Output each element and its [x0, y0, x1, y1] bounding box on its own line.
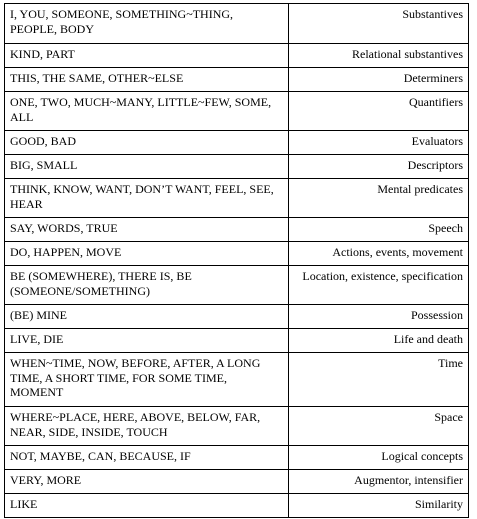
prime-category-cell: Determiners — [289, 68, 469, 92]
prime-category-cell: Augmentor, intensifier — [289, 470, 469, 494]
prime-exponents-cell: VERY, MORE — [5, 470, 289, 494]
table-row — [5, 4, 469, 44]
prime-category-cell: Descriptors — [289, 155, 469, 179]
prime-category-cell: Relational substantives — [289, 44, 469, 68]
table-row — [5, 329, 469, 353]
prime-category-cell: Life and death — [289, 329, 469, 353]
prime-category-cell: Logical concepts — [289, 446, 469, 470]
table-row — [5, 131, 469, 155]
prime-category-cell: Similarity — [289, 494, 469, 518]
table-row — [5, 407, 469, 446]
table-row — [5, 353, 469, 407]
table-row — [5, 266, 469, 305]
prime-exponents-cell: THIS, THE SAME, OTHER~ELSE — [5, 68, 289, 92]
prime-exponents-cell: BIG, SMALL — [5, 155, 289, 179]
table-row — [5, 494, 469, 518]
table-row — [5, 218, 469, 242]
table-row — [5, 92, 469, 131]
prime-exponents-cell: ONE, TWO, MUCH~MANY, LITTLE~FEW, SOME, ALL — [5, 92, 289, 131]
table-row — [5, 155, 469, 179]
prime-exponents-cell: LIVE, DIE — [5, 329, 289, 353]
prime-category-cell: Space — [289, 407, 469, 446]
table-row — [5, 242, 469, 266]
prime-exponents-cell: WHEN~TIME, NOW, BEFORE, AFTER, A LONG TIME, A SHORT TIME, FOR SOME TIME, MOMENT — [5, 353, 289, 407]
prime-category-cell: Possession — [289, 305, 469, 329]
prime-exponents-cell: (BE) MINE — [5, 305, 289, 329]
prime-exponents-cell: LIKE — [5, 494, 289, 518]
prime-category-cell: Substantives — [289, 4, 469, 44]
semantic-primes-table — [4, 3, 469, 518]
prime-exponents-cell: WHERE~PLACE, HERE, ABOVE, BELOW, FAR, NEAR, SIDE, INSIDE, TOUCH — [5, 407, 289, 446]
table-row — [5, 68, 469, 92]
table-row — [5, 179, 469, 218]
prime-exponents-cell: BE (SOMEWHERE), THERE IS, BE (SOMEONE/SOMETHING) — [5, 266, 289, 305]
table-row — [5, 44, 469, 68]
prime-category-cell: Actions, events, movement — [289, 242, 469, 266]
prime-exponents-cell: KIND, PART — [5, 44, 289, 68]
table-row — [5, 446, 469, 470]
prime-exponents-cell: NOT, MAYBE, CAN, BECAUSE, IF — [5, 446, 289, 470]
prime-exponents-cell: I, YOU, SOMEONE, SOMETHING~THING, PEOPLE, BODY — [5, 4, 289, 44]
prime-category-cell: Quantifiers — [289, 92, 469, 131]
prime-exponents-cell: DO, HAPPEN, MOVE — [5, 242, 289, 266]
table-row — [5, 470, 469, 494]
prime-category-cell: Location, existence, specification — [289, 266, 469, 305]
prime-exponents-cell: GOOD, BAD — [5, 131, 289, 155]
prime-category-cell: Evaluators — [289, 131, 469, 155]
table-row — [5, 305, 469, 329]
prime-exponents-cell: THINK, KNOW, WANT, DON’T WANT, FEEL, SEE, HEAR — [5, 179, 289, 218]
prime-category-cell: Mental predicates — [289, 179, 469, 218]
prime-category-cell: Speech — [289, 218, 469, 242]
prime-category-cell: Time — [289, 353, 469, 407]
prime-exponents-cell: SAY, WORDS, TRUE — [5, 218, 289, 242]
